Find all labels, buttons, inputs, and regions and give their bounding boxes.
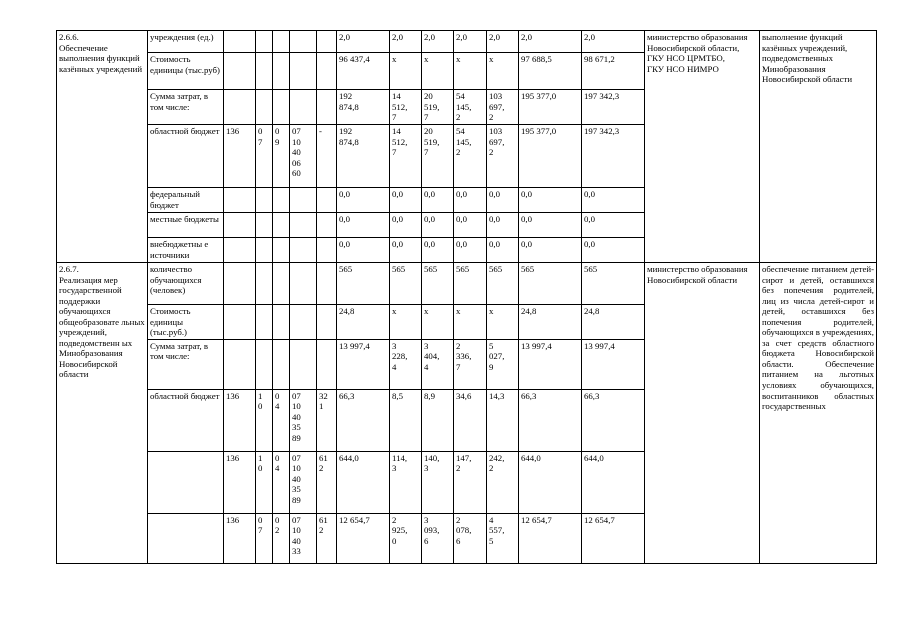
cell-indicator: Стоимость единицы (тыс.руб.) [148,305,224,340]
cell-pr: 0 4 [273,451,290,513]
cell-y3: 0,0 [454,238,487,263]
cell-total: 0,0 [337,188,390,213]
program-activities-table [56,30,877,564]
cell-y6: 197 342,3 [582,90,645,125]
cell-total: 644,0 [337,451,390,513]
cell-y6: 98 671,2 [582,53,645,90]
cell-y1: 0,0 [390,213,422,238]
cell-y2: 8,9 [422,389,454,451]
cell-y1: 14 512, 7 [390,90,422,125]
cell-pr: 0 4 [273,389,290,451]
cell-rz: 0 7 [256,513,273,563]
table-row [57,263,877,305]
cell-y1: 3 228, 4 [390,339,422,389]
cell-y4: 14,3 [487,389,519,451]
cell-vr: 61 2 [317,451,337,513]
cell-indicator: областной бюджет [148,389,224,451]
cell-y6: 197 342,3 [582,125,645,188]
cell-y4: x [487,305,519,340]
cell-indicator: количество обучающихся (человек) [148,263,224,305]
cell-y2: 20 519, 7 [422,125,454,188]
cell-y6: 565 [582,263,645,305]
cell-y3: 54 145, 2 [454,125,487,188]
cell-y1: x [390,53,422,90]
cell-csr [290,339,317,389]
cell-total: 192 874,8 [337,90,390,125]
cell-y2: 140, 3 [422,451,454,513]
cell-y3: 2 336, 7 [454,339,487,389]
cell-indicator: федеральный бюджет [148,188,224,213]
cell-vr [317,90,337,125]
cell-grbs [224,188,256,213]
cell-y4: x [487,53,519,90]
cell-y5: 0,0 [519,188,582,213]
cell-grbs [224,213,256,238]
cell-y4: 242, 2 [487,451,519,513]
cell-y2: 565 [422,263,454,305]
cell-grbs [224,305,256,340]
cell-vr [317,238,337,263]
cell-rz [256,263,273,305]
cell-y4: 4 557, 5 [487,513,519,563]
cell-y1: 2 925, 0 [390,513,422,563]
cell-csr [290,213,317,238]
cell-pr [273,188,290,213]
cell-pr [273,238,290,263]
cell-y1: 114, 3 [390,451,422,513]
cell-y4: 0,0 [487,238,519,263]
cell-y4: 2,0 [487,31,519,53]
cell-rz [256,238,273,263]
cell-y1: 565 [390,263,422,305]
cell-indicator [148,513,224,563]
cell-y5: 0,0 [519,213,582,238]
cell-y6: 0,0 [582,213,645,238]
cell-y3: 2,0 [454,31,487,53]
cell-y6: 0,0 [582,238,645,263]
cell-pr [273,263,290,305]
cell-pr [273,305,290,340]
cell-vr: 61 2 [317,513,337,563]
expected-result-cell: обеспечение питанием детей-сирот и детей, оставшихся без попечения родителей, лиц из числа детей-сирот и детей, оставшихся без попечения родителей, обучающихся в учреждениях, за счет средств областного бюджета Новосибирской области. Обеспечение питанием на льготных условиях обучающихся, воспитанников областных государственных [760,263,877,564]
executor-cell: министерство образования Новосибирской области [645,263,760,564]
cell-y5: 24,8 [519,305,582,340]
cell-y5: 12 654,7 [519,513,582,563]
cell-pr [273,31,290,53]
cell-y3: 565 [454,263,487,305]
cell-vr [317,339,337,389]
cell-grbs [224,339,256,389]
cell-vr [317,213,337,238]
activity-name-cell: 2.6.7. Реализация мер государственной поддержки обучающихся общеобразовате льных учреждений, подведомственн ых Минобразования Новосибирской области [57,263,148,564]
table-body [57,31,877,564]
cell-rz [256,213,273,238]
cell-y5: 13 997,4 [519,339,582,389]
cell-csr [290,305,317,340]
activity-name-cell: 2.6.6. Обеспечение выполнения функций казённых учреждений [57,31,148,263]
cell-y5: 97 688,5 [519,53,582,90]
cell-rz: 0 7 [256,125,273,188]
cell-pr: 0 2 [273,513,290,563]
cell-total: 13 997,4 [337,339,390,389]
cell-csr [290,53,317,90]
cell-y5: 66,3 [519,389,582,451]
cell-y4: 0,0 [487,188,519,213]
cell-vr: 32 1 [317,389,337,451]
cell-pr [273,213,290,238]
cell-indicator [148,451,224,513]
cell-y5: 644,0 [519,451,582,513]
cell-y6: 12 654,7 [582,513,645,563]
cell-y2: 2,0 [422,31,454,53]
cell-indicator: Сумма затрат, в том числе: [148,90,224,125]
cell-y3: x [454,53,487,90]
cell-grbs: 136 [224,513,256,563]
cell-total: 24,8 [337,305,390,340]
cell-csr: 07 10 40 06 60 [290,125,317,188]
cell-indicator: Сумма затрат, в том числе: [148,339,224,389]
cell-total: 96 437,4 [337,53,390,90]
cell-y4: 5 027, 9 [487,339,519,389]
cell-y6: 24,8 [582,305,645,340]
cell-csr: 07 10 40 35 89 [290,389,317,451]
cell-vr: - [317,125,337,188]
cell-pr [273,53,290,90]
cell-grbs [224,90,256,125]
cell-y2: 0,0 [422,188,454,213]
cell-y4: 103 697, 2 [487,90,519,125]
cell-indicator: внебюджетны е источники [148,238,224,263]
cell-pr: 0 9 [273,125,290,188]
cell-vr [317,53,337,90]
cell-y5: 195 377,0 [519,125,582,188]
cell-y5: 0,0 [519,238,582,263]
cell-y2: 0,0 [422,238,454,263]
cell-vr [317,263,337,305]
cell-y5: 2,0 [519,31,582,53]
cell-y3: 0,0 [454,213,487,238]
cell-vr [317,31,337,53]
table-row [57,31,877,53]
cell-rz [256,305,273,340]
cell-pr [273,339,290,389]
cell-total: 0,0 [337,238,390,263]
cell-y5: 195 377,0 [519,90,582,125]
cell-y2: 20 519, 7 [422,90,454,125]
cell-y4: 0,0 [487,213,519,238]
cell-grbs [224,238,256,263]
cell-y1: 14 512, 7 [390,125,422,188]
cell-y3: 34,6 [454,389,487,451]
cell-rz [256,339,273,389]
cell-rz [256,188,273,213]
cell-y1: 2,0 [390,31,422,53]
cell-vr [317,188,337,213]
cell-y3: 147, 2 [454,451,487,513]
cell-total: 2,0 [337,31,390,53]
cell-csr [290,238,317,263]
cell-grbs [224,263,256,305]
cell-csr [290,31,317,53]
cell-rz [256,31,273,53]
cell-csr [290,90,317,125]
cell-y4: 103 697, 2 [487,125,519,188]
cell-y3: 0,0 [454,188,487,213]
cell-y1: 0,0 [390,188,422,213]
cell-vr [317,305,337,340]
cell-y1: 0,0 [390,238,422,263]
cell-y6: 2,0 [582,31,645,53]
cell-rz: 1 0 [256,451,273,513]
cell-y3: 2 078, 6 [454,513,487,563]
cell-y1: 8,5 [390,389,422,451]
cell-grbs: 136 [224,389,256,451]
cell-csr [290,263,317,305]
cell-total: 12 654,7 [337,513,390,563]
cell-y2: x [422,305,454,340]
cell-y3: 54 145, 2 [454,90,487,125]
cell-csr: 07 10 40 33 [290,513,317,563]
cell-grbs: 136 [224,125,256,188]
cell-y5: 565 [519,263,582,305]
cell-y6: 644,0 [582,451,645,513]
cell-y6: 13 997,4 [582,339,645,389]
cell-grbs [224,53,256,90]
cell-y2: 3 404, 4 [422,339,454,389]
cell-y1: x [390,305,422,340]
cell-grbs: 136 [224,451,256,513]
cell-y2: x [422,53,454,90]
cell-y3: x [454,305,487,340]
cell-total: 565 [337,263,390,305]
cell-grbs [224,31,256,53]
cell-indicator: Стоимость единицы (тыс.руб) [148,53,224,90]
cell-total: 192 874,8 [337,125,390,188]
cell-csr: 07 10 40 35 89 [290,451,317,513]
cell-rz [256,53,273,90]
cell-indicator: местные бюджеты [148,213,224,238]
cell-indicator: областной бюджет [148,125,224,188]
cell-pr [273,90,290,125]
cell-y6: 66,3 [582,389,645,451]
expected-result-cell: выполнение функций казённых учреждений, подведомственных Минобразования Новосибирской области [760,31,877,263]
cell-y6: 0,0 [582,188,645,213]
cell-total: 0,0 [337,213,390,238]
cell-csr [290,188,317,213]
executor-cell: министерство образования Новосибирской области, ГКУ НСО ЦРМТБО, ГКУ НСО НИМРО [645,31,760,263]
cell-y2: 3 093, 6 [422,513,454,563]
cell-y2: 0,0 [422,213,454,238]
cell-rz: 1 0 [256,389,273,451]
cell-rz [256,90,273,125]
cell-indicator: учреждения (ед.) [148,31,224,53]
cell-y4: 565 [487,263,519,305]
cell-total: 66,3 [337,389,390,451]
